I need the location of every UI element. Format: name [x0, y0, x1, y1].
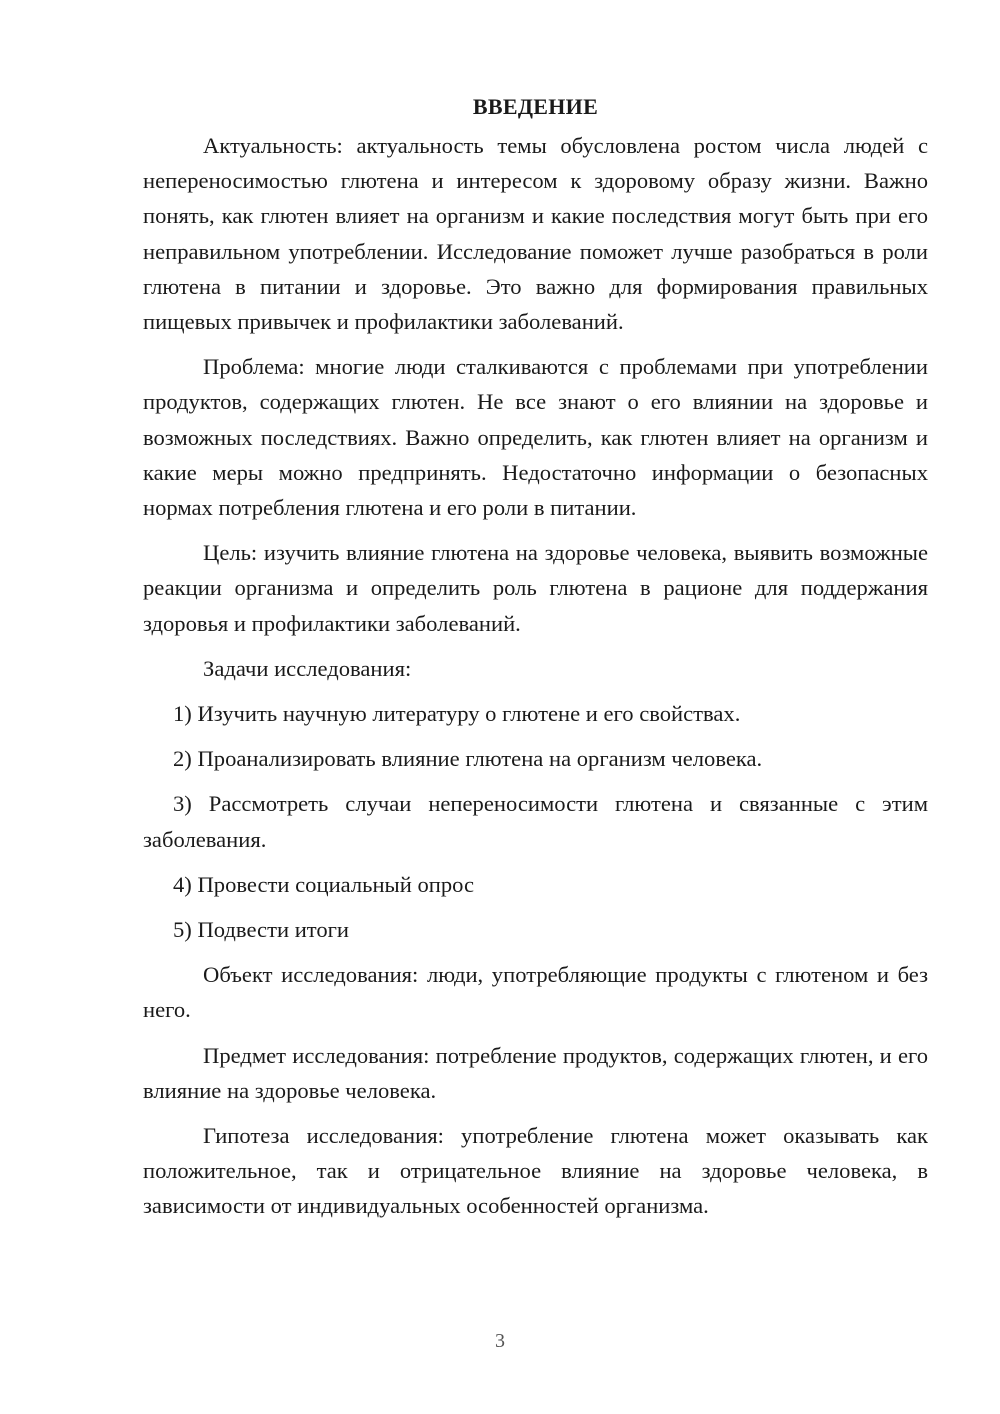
list-item: 2) Проанализировать влияние глютена на организм человека.	[173, 746, 763, 772]
tasks-heading: Задачи исследования:	[203, 655, 412, 681]
list-item: 3) Рассмотреть случаи непереносимости глютена и связанные с этим заболевания.	[143, 791, 928, 852]
paragraph-relevance: Актуальность: актуальность темы обусловлена ростом числа людей с непереносимостью глютена и интересом к здоровому образу жизни. Важно понять, как глютен влияет на организм и какие последствия могут быть при его неправильном употреблении. Исследование поможет лучше разобраться в роли глютена в питании и здоровье. Это важно для формирования правильных пищевых привычек и профилактики заболеваний.	[143, 133, 928, 335]
paragraph-subject: Предмет исследования: потребление продуктов, содержащих глютен, и его влияние на здоровье человека.	[143, 1042, 928, 1103]
list-item: 1) Изучить научную литературу о глютене и его свойствах.	[173, 701, 741, 727]
page-title: ВВЕДЕНИЕ	[472, 94, 599, 119]
paragraph-problem: Проблема: многие люди сталкиваются с проблемами при употреблении продуктов, содержащих глютен. Не все знают о его влиянии на здоровье и возможных последствиях. Важно определить, как глютен влияет на организм и какие меры можно предпринять. Недостаточно информации о безопасных нормах потребления глютена и его роли в питании.	[143, 354, 928, 521]
document-page	[143, 92, 928, 1234]
list-item: 5) Подвести итоги	[173, 917, 350, 943]
tasks-list	[143, 696, 928, 947]
paragraph-goal: Цель: изучить влияние глютена на здоровье человека, выявить возможные реакции организма и определить роль глютена в рационе для поддержания здоровья и профилактики заболеваний.	[143, 540, 928, 636]
paragraph-object: Объект исследования: люди, употребляющие продукты с глютеном и без него.	[143, 962, 928, 1023]
list-item: 4) Провести социальный опрос	[173, 871, 475, 897]
paragraph-hypothesis: Гипотеза исследования: употребление глютена может оказывать как положительное, так и отрицательное влияние на здоровье человека, в зависимости от индивидуальных особенностей организма.	[143, 1123, 928, 1219]
page-number: 3	[495, 1330, 505, 1352]
